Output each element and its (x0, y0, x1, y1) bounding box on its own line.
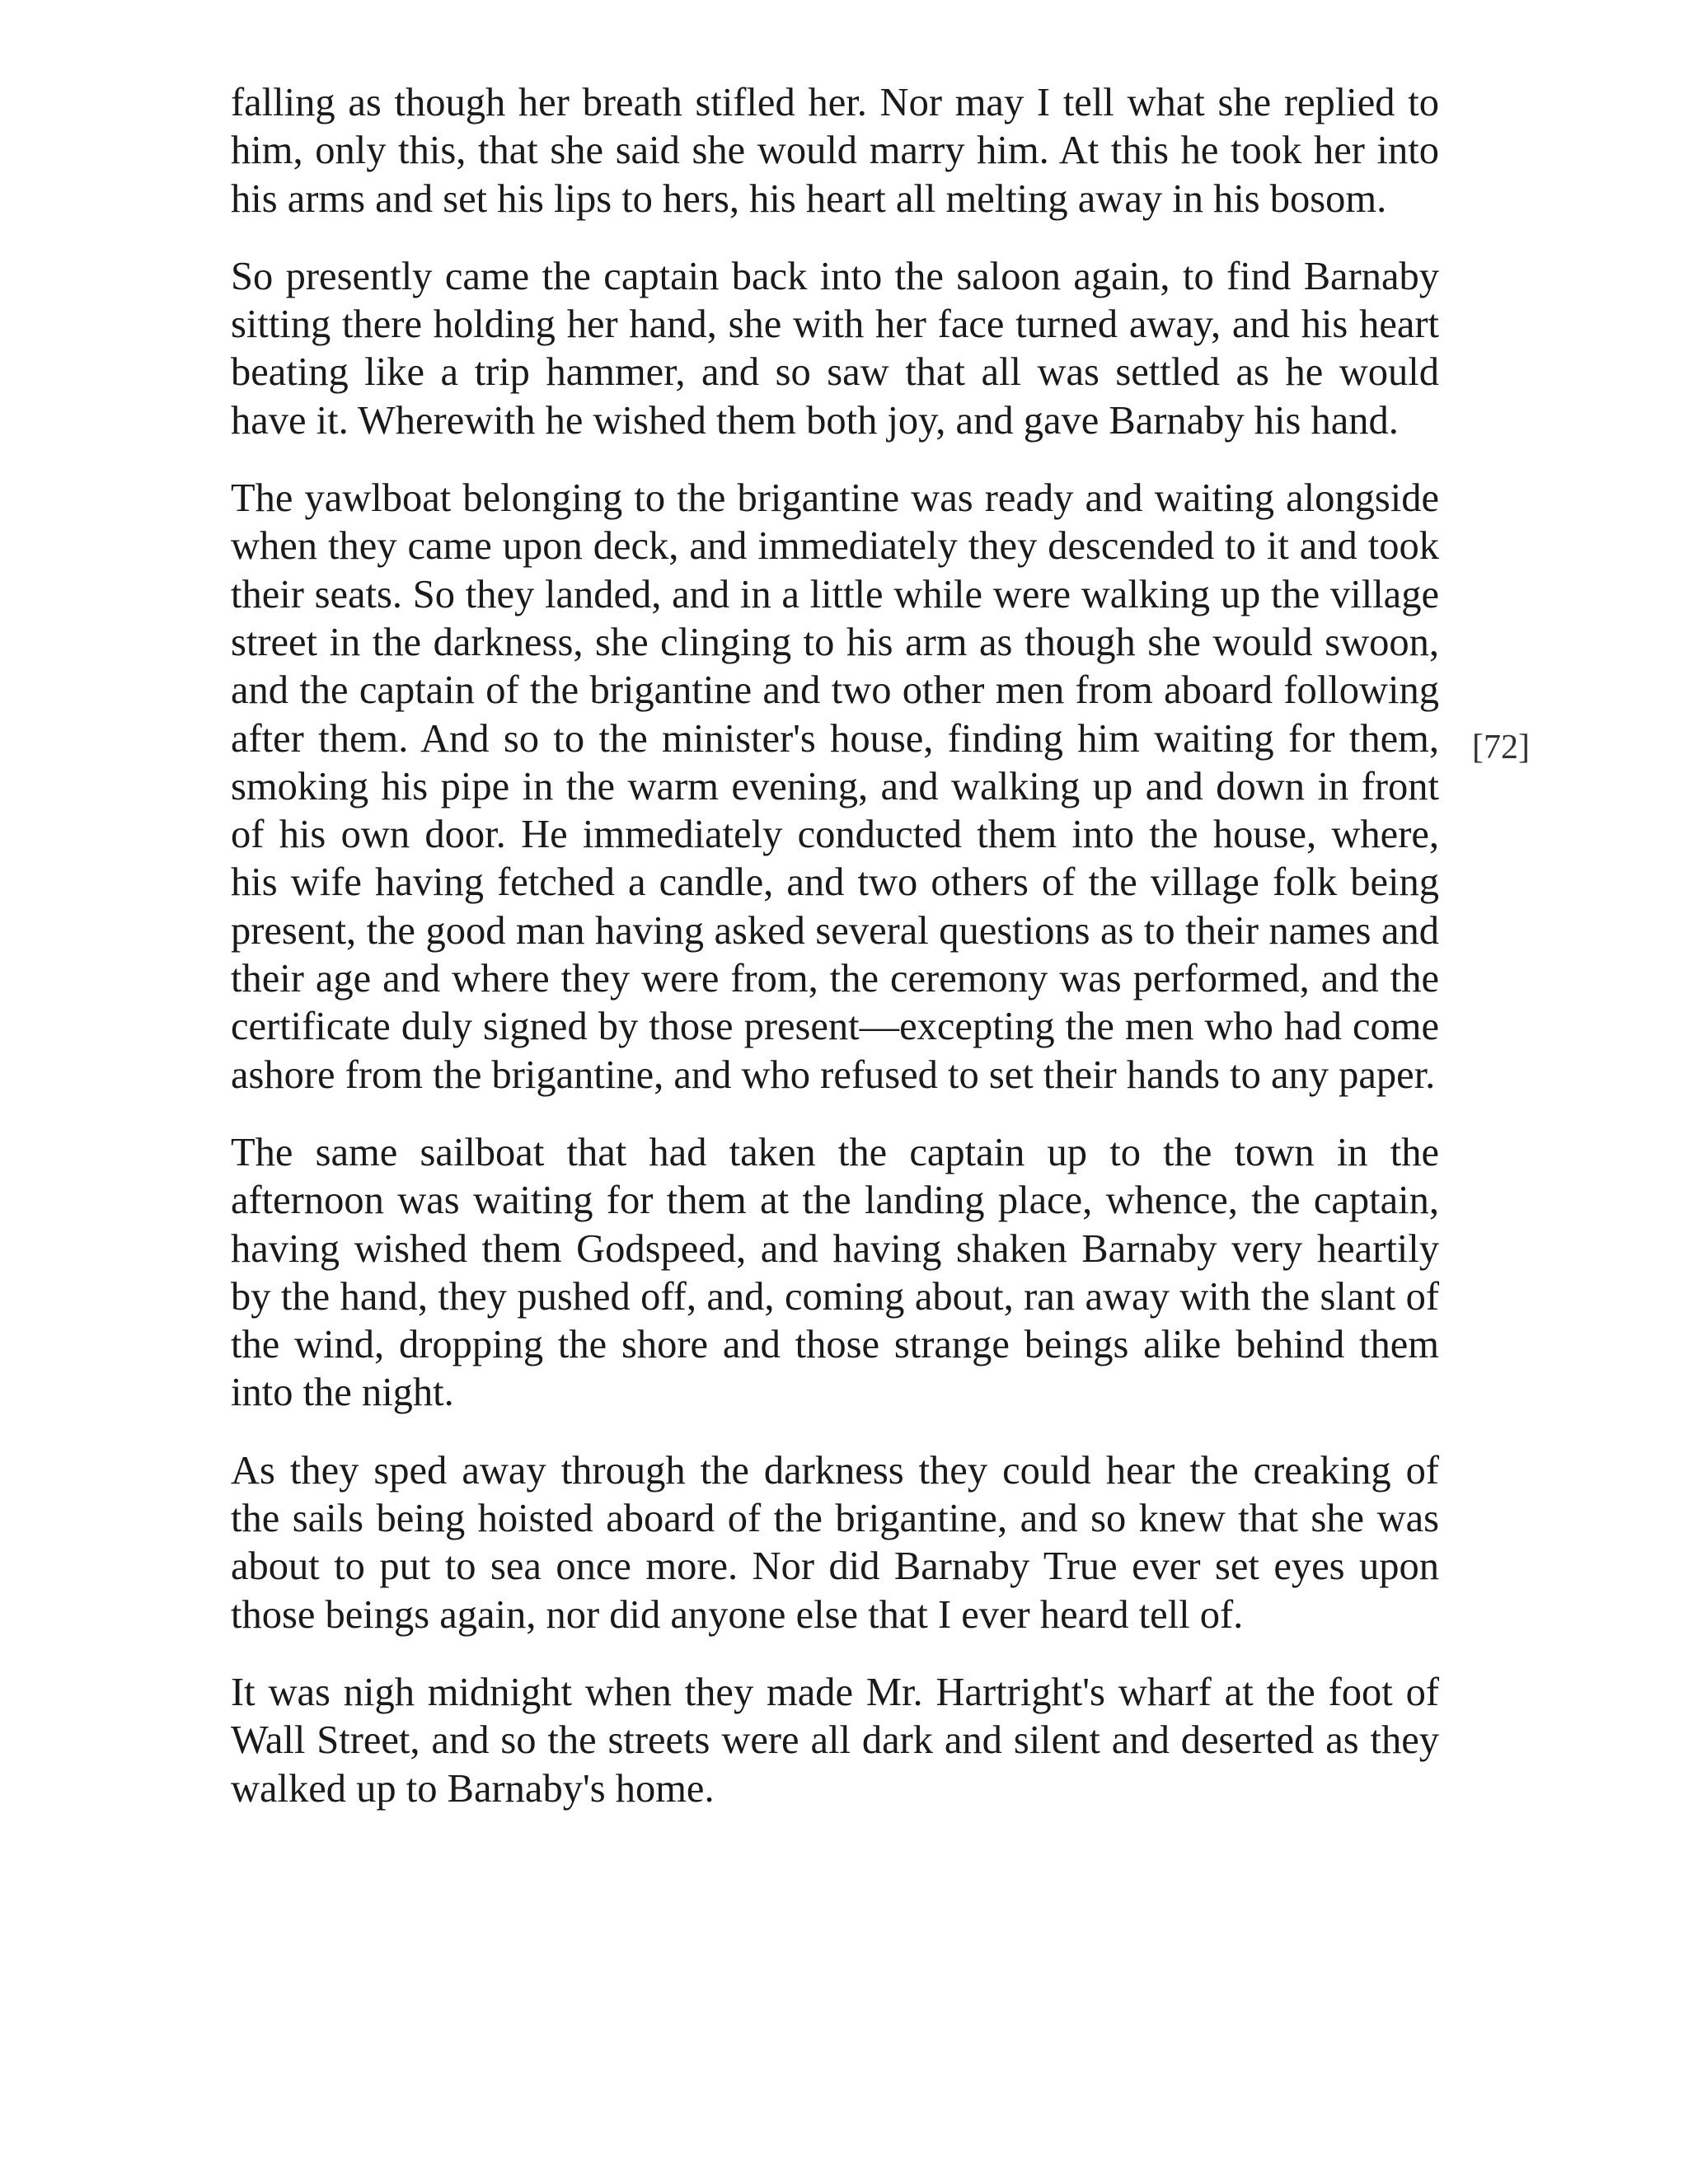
paragraph-2: So presently came the captain back into the saloon again, to find Barnaby sitting there holding her hand, she with her face turned away, and his heart beating like a trip hammer, and so saw that all was settled as he would have it. Wherewith he wished them both joy, and gave Barnaby his hand. (231, 254, 1439, 443)
paragraph-4: The same sailboat that had taken the captain up to the town in the afternoon was waiting for them at the landing place, whence, the captain, having wished them Godspeed, and having shaken Barnaby very heartily by the hand, they pushed off, and, coming about, ran away with the slant of the wind, dropping the shore and those strange beings alike behind them into the night. (231, 1130, 1439, 1415)
page-number: [72] (1472, 729, 1530, 766)
paragraph-6: It was nigh midnight when they made Mr. Hartright's wharf at the foot of Wall Street, and so the streets were all dark and silent and deserted as they walked up to Barnaby's home. (231, 1670, 1439, 1811)
paragraph-3: The yawlboat belonging to the brigantine was ready and waiting alongside when they came upon deck, and immediately they descended to it and took their seats. So they landed, and in a little while were walking up the village street in the darkness, she clinging to his arm as though she would swoon, and the captain of the brigantine and two other men from aboard following after them. And so to the minister's house, finding him waiting for them, smoking his pipe in the warm evening, and walking up and down in front of his own door. He immediately conducted them into the house, where, his wife having fetched a candle, and two others of the village folk being present, the good man having asked several questions as to their names and their age and where they were from, the ceremony was performed, and the certificate duly signed by those present—excepting the men who had come ashore from the brigantine, and who refused to set their hands to any paper. (231, 476, 1439, 1097)
text-column (231, 79, 1439, 1843)
paragraph-5: As they sped away through the darkness they could hear the creaking of the sails being hoisted aboard of the brigantine, and so knew that she was about to put to sea once more. Nor did Barnaby True ever set eyes upon those beings again, nor did anyone else that I ever heard tell of. (231, 1448, 1439, 1637)
paragraph-1: falling as though her breath stifled her. Nor may I tell what she replied to him, only this, that she said she would marry him. At this he took her into his arms and set his lips to hers, his heart all melting away in his bosom. (231, 81, 1439, 221)
